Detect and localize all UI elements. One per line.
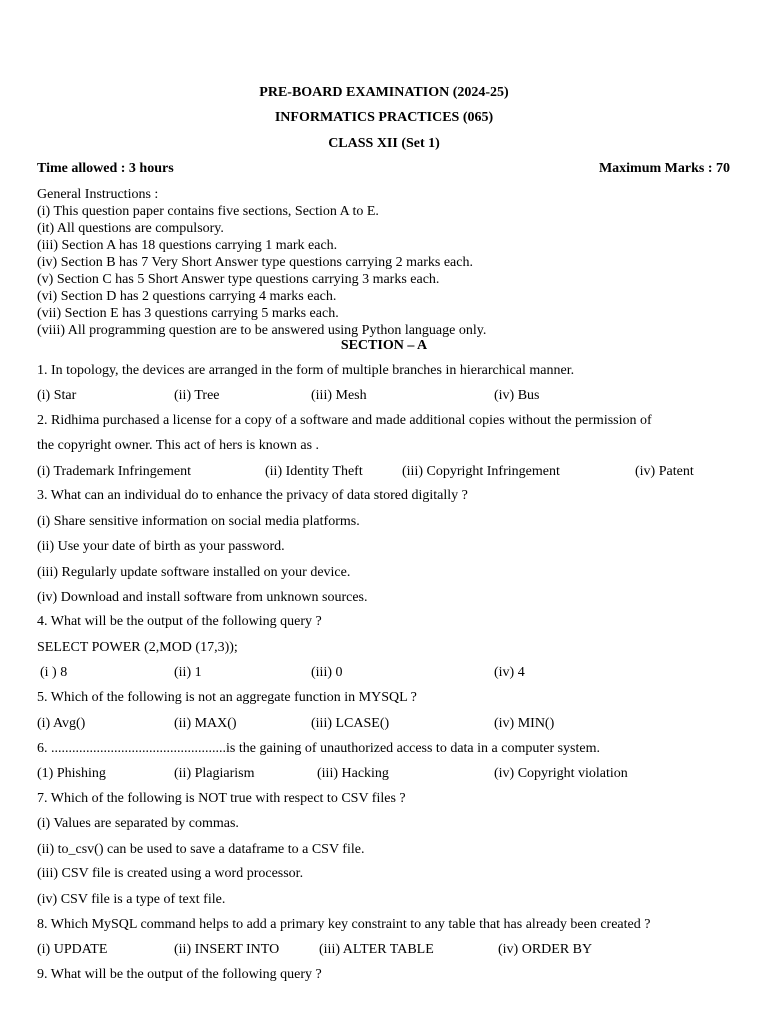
q5-option: (iv) MIN() bbox=[494, 716, 555, 731]
q7-option: (iii) CSV file is created using a word processor. bbox=[37, 866, 304, 881]
question-1: 1. In topology, the devices are arranged in the form of multiple branches in hierarchical manner. bbox=[37, 363, 575, 378]
q6-option: (iii) Hacking bbox=[317, 766, 389, 781]
subject-title: INFORMATICS PRACTICES (065) bbox=[274, 110, 494, 125]
question-5: 5. Which of the following is not an aggregate function in MYSQL ? bbox=[37, 690, 417, 705]
q3-option: (iii) Regularly update software installed on your device. bbox=[37, 565, 351, 580]
instructions-heading: General Instructions : bbox=[37, 187, 159, 202]
q1-option: (iv) Bus bbox=[494, 388, 540, 403]
q1-option: (i) Star bbox=[37, 388, 77, 403]
instruction-item: (vii) Section E has 3 questions carrying 5 marks each. bbox=[37, 306, 339, 321]
time-allowed: Time allowed : 3 hours bbox=[37, 161, 174, 176]
q7-option: (i) Values are separated by commas. bbox=[37, 816, 239, 831]
question-8: 8. Which MySQL command helps to add a primary key constraint to any table that has already been created ? bbox=[37, 917, 651, 932]
q1-option: (iii) Mesh bbox=[311, 388, 367, 403]
general-instructions bbox=[37, 186, 486, 339]
q2-option: (ii) Identity Theft bbox=[265, 464, 363, 479]
q6-option: (iv) Copyright violation bbox=[494, 766, 628, 781]
q3-option: (iv) Download and install software from unknown sources. bbox=[37, 590, 368, 605]
q8-option: (iii) ALTER TABLE bbox=[319, 942, 434, 957]
q8-option: (i) UPDATE bbox=[37, 942, 108, 957]
q4-option: (ii) 1 bbox=[174, 665, 202, 680]
section-a-heading: SECTION – A bbox=[340, 338, 428, 353]
q4-option: (i ) 8 bbox=[40, 665, 68, 680]
question-2-cont: the copyright owner. This act of hers is known as . bbox=[37, 438, 320, 453]
q2-option: (iii) Copyright Infringement bbox=[402, 464, 560, 479]
q4-option: (iv) 4 bbox=[494, 665, 525, 680]
class-title: CLASS XII (Set 1) bbox=[328, 136, 440, 151]
q6-option: (ii) Plagiarism bbox=[174, 766, 255, 781]
q4-query: SELECT POWER (2,MOD (17,3)); bbox=[37, 640, 238, 655]
q7-option: (iv) CSV file is a type of text file. bbox=[37, 892, 226, 907]
q2-option: (iv) Patent bbox=[635, 464, 694, 479]
q8-option: (iv) ORDER BY bbox=[498, 942, 593, 957]
q5-option: (iii) LCASE() bbox=[311, 716, 390, 731]
q5-option: (ii) MAX() bbox=[174, 716, 237, 731]
instruction-item: (viii) All programming question are to be answered using Python language only. bbox=[37, 323, 487, 338]
instruction-item: (it) All questions are compulsory. bbox=[37, 221, 224, 236]
instruction-item: (v) Section C has 5 Short Answer type questions carrying 3 marks each. bbox=[37, 272, 440, 287]
question-7: 7. Which of the following is NOT true with respect to CSV files ? bbox=[37, 791, 406, 806]
instruction-item: (vi) Section D has 2 questions carrying 4 marks each. bbox=[37, 289, 337, 304]
q8-option: (ii) INSERT INTO bbox=[174, 942, 280, 957]
q1-option: (ii) Tree bbox=[174, 388, 220, 403]
q6-option: (1) Phishing bbox=[37, 766, 106, 781]
q2-option: (i) Trademark Infringement bbox=[37, 464, 191, 479]
instruction-item: (i) This question paper contains five sections, Section A to E. bbox=[37, 204, 379, 219]
question-9: 9. What will be the output of the following query ? bbox=[37, 967, 322, 982]
question-4: 4. What will be the output of the following query ? bbox=[37, 614, 322, 629]
q7-option: (ii) to_csv() can be used to save a dataframe to a CSV file. bbox=[37, 842, 365, 857]
q5-option: (i) Avg() bbox=[37, 716, 86, 731]
question-2: 2. Ridhima purchased a license for a copy of a software and made additional copies without the permission of bbox=[37, 413, 652, 428]
maximum-marks: Maximum Marks : 70 bbox=[598, 161, 730, 176]
exam-title: PRE-BOARD EXAMINATION (2024-25) bbox=[259, 85, 509, 100]
q3-option: (ii) Use your date of birth as your password. bbox=[37, 539, 285, 554]
q4-option: (iii) 0 bbox=[311, 665, 343, 680]
question-3: 3. What can an individual do to enhance the privacy of data stored digitally ? bbox=[37, 488, 468, 503]
q3-option: (i) Share sensitive information on social media platforms. bbox=[37, 514, 360, 529]
instruction-item: (iv) Section B has 7 Very Short Answer type questions carrying 2 marks each. bbox=[37, 255, 473, 270]
instruction-item: (iii) Section A has 18 questions carrying 1 mark each. bbox=[37, 238, 338, 253]
question-6: 6. ..................................................is the gaining of unauthorized access to data in a computer system. bbox=[37, 741, 601, 756]
